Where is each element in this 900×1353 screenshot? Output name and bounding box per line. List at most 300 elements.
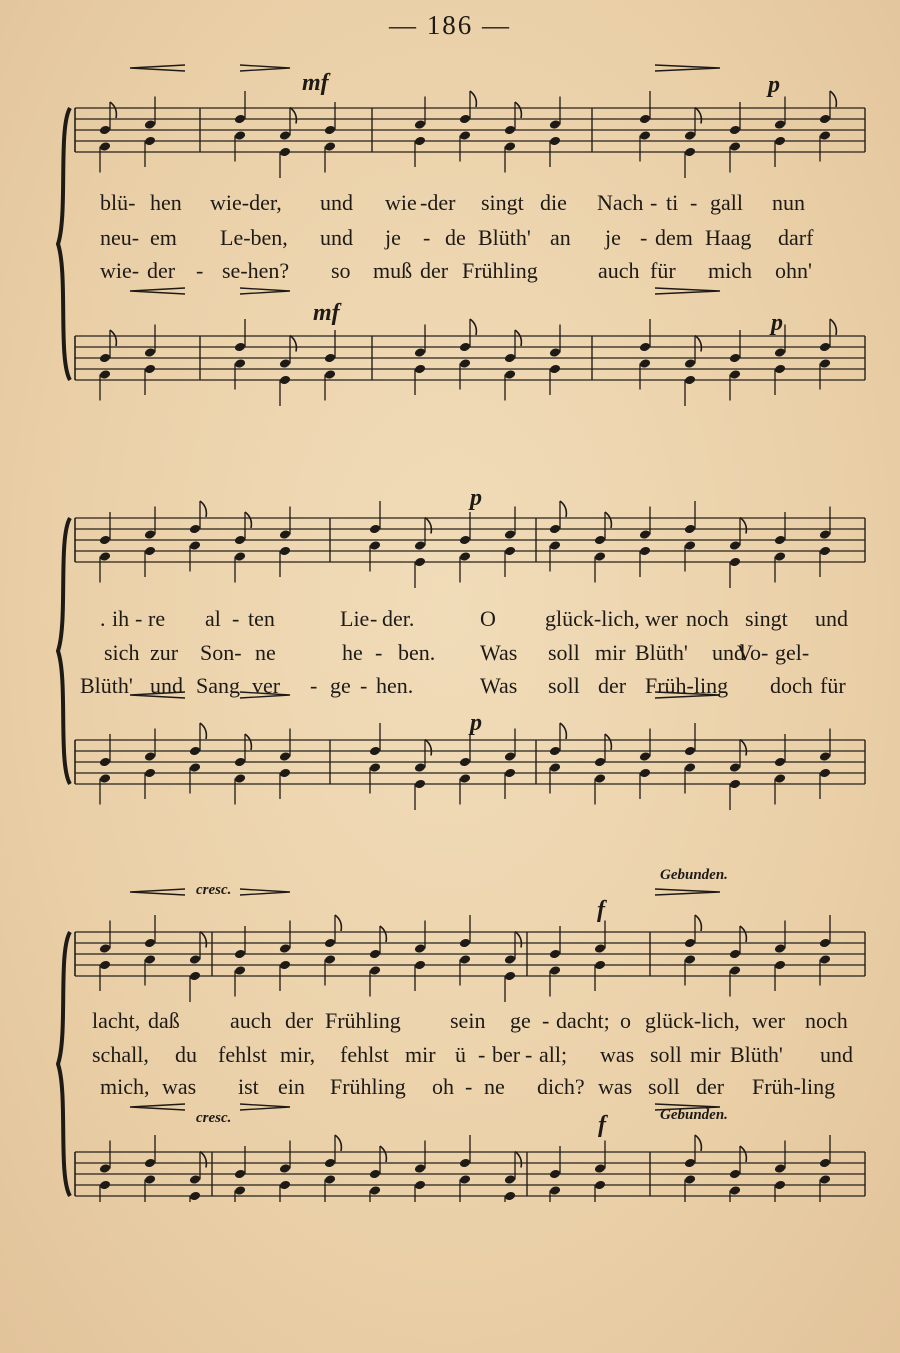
notehead: [324, 1174, 336, 1185]
notehead: [189, 971, 201, 982]
lyric-syllable: und: [320, 225, 353, 250]
notehead: [369, 746, 381, 757]
notehead: [414, 960, 426, 971]
notehead: [594, 1180, 606, 1191]
lyric-syllable: muß: [373, 258, 413, 283]
notehead: [504, 125, 516, 136]
lyric-syllable: Was: [480, 673, 518, 698]
notehead: [549, 762, 561, 773]
notehead: [279, 751, 291, 762]
lyric-syllable: dich?: [537, 1074, 585, 1099]
lyric-syllable: und: [320, 190, 353, 215]
notehead: [369, 524, 381, 535]
notehead: [684, 1158, 696, 1169]
lyric-syllable: der: [598, 673, 627, 698]
lyric-syllable: hen: [150, 190, 182, 215]
note-flag: [695, 336, 701, 352]
lyric-syllable: soll: [548, 640, 580, 665]
note-flag: [245, 734, 251, 750]
notehead: [144, 546, 156, 557]
lyric-syllable: was: [598, 1074, 633, 1099]
notehead: [639, 342, 651, 353]
notehead: [594, 773, 606, 784]
notehead: [189, 954, 201, 965]
notehead: [279, 768, 291, 779]
lyric-syllable: re: [148, 606, 166, 631]
lyric-syllable: al: [205, 606, 221, 631]
notehead: [414, 540, 426, 551]
lyric-syllable: der.: [382, 606, 415, 631]
lyric-syllable: -: [370, 606, 378, 631]
lyric-syllable: und: [815, 606, 848, 631]
lyric-syllable: -: [525, 1042, 533, 1067]
lyric-syllable: auch: [598, 258, 640, 283]
notehead: [819, 529, 831, 540]
notehead: [549, 136, 561, 147]
notehead: [189, 524, 201, 535]
hairpin: [240, 1104, 290, 1110]
lyric-syllable: fehlst: [218, 1042, 267, 1067]
notehead: [324, 141, 336, 152]
lyric-syllable: -: [135, 606, 143, 631]
notehead: [189, 540, 201, 551]
lyric-syllable: für: [650, 258, 676, 283]
lyric-syllable: ti: [666, 190, 679, 215]
note-flag: [515, 330, 521, 346]
notehead: [549, 1185, 561, 1196]
notehead: [639, 358, 651, 369]
note-flag: [560, 723, 566, 739]
lyric-syllable: Früh-ling: [645, 673, 729, 698]
hairpin: [240, 65, 290, 71]
notehead: [819, 768, 831, 779]
notehead: [819, 358, 831, 369]
dynamic-p: p: [771, 310, 783, 336]
lyric-verse-2: [0, 640, 900, 670]
notehead: [234, 342, 246, 353]
lyric-syllable: Frühling: [462, 258, 538, 283]
notehead: [324, 1158, 336, 1169]
notehead: [549, 949, 561, 960]
lyric-verse-1: [0, 1008, 900, 1038]
notehead: [774, 1163, 786, 1174]
lyric-syllable: je: [605, 225, 621, 250]
lyric-syllable: und: [150, 673, 183, 698]
lyric-syllable: Blüth': [635, 640, 688, 665]
tempo-marking-gebunden: Gebunden.: [660, 1107, 728, 1123]
notehead: [639, 546, 651, 557]
lyric-syllable: -: [465, 1074, 473, 1099]
note-flag: [290, 336, 296, 352]
notehead: [99, 535, 111, 546]
lyric-syllable: Blüth': [478, 225, 531, 250]
notehead: [459, 535, 471, 546]
lyric-syllable: wie-der,: [210, 190, 282, 215]
note-flag: [605, 512, 611, 528]
lyric-syllable: mich,: [100, 1074, 150, 1099]
notehead: [729, 557, 741, 568]
hairpin: [655, 65, 720, 71]
hairpin: [130, 65, 185, 71]
notehead: [549, 746, 561, 757]
lyric-syllable: so: [331, 258, 351, 283]
notehead: [819, 1158, 831, 1169]
tempo-marking-gebunden: Gebunden.: [660, 867, 728, 883]
lyric-syllable: he: [342, 640, 363, 665]
lyric-syllable: soll: [650, 1042, 682, 1067]
note-flag: [110, 330, 116, 346]
lyric-syllable: Was: [480, 640, 518, 665]
lyric-syllable: sein: [450, 1008, 486, 1033]
notehead: [774, 1180, 786, 1191]
notehead: [684, 540, 696, 551]
notehead: [144, 347, 156, 358]
note-flag: [110, 102, 116, 118]
dynamic-f: f: [597, 897, 605, 923]
lyric-syllable: dem: [655, 225, 693, 250]
notehead: [819, 1174, 831, 1185]
notehead: [144, 1158, 156, 1169]
lyric-syllable: -: [640, 225, 648, 250]
lyric-syllable: gall: [710, 190, 743, 215]
notehead: [819, 938, 831, 949]
lyric-syllable: und: [712, 640, 745, 665]
music-system-2: [0, 480, 900, 810]
notehead: [234, 949, 246, 960]
lyric-syllable: Frühling: [325, 1008, 401, 1033]
notehead: [504, 971, 516, 982]
lyric-syllable: mir: [405, 1042, 436, 1067]
notehead: [189, 762, 201, 773]
notehead: [729, 965, 741, 976]
notehead: [684, 938, 696, 949]
notehead: [414, 943, 426, 954]
lyric-syllable: der: [420, 258, 449, 283]
music-system-3: [0, 862, 900, 1202]
notehead: [639, 529, 651, 540]
lyric-syllable: Son-: [200, 640, 242, 665]
notehead: [504, 1191, 516, 1202]
notehead: [234, 1169, 246, 1180]
notehead: [729, 540, 741, 551]
notehead: [279, 375, 291, 386]
lyric-syllable: der: [147, 258, 176, 283]
notehead: [414, 136, 426, 147]
lyric-syllable: gel-: [775, 640, 810, 665]
notehead: [639, 114, 651, 125]
lyric-syllable: dacht;: [556, 1008, 610, 1033]
notehead: [774, 364, 786, 375]
notehead: [549, 524, 561, 535]
lyric-syllable: -: [196, 258, 204, 283]
hairpin: [130, 288, 185, 294]
lyric-syllable: ver: [252, 673, 281, 698]
dynamic-p: p: [768, 72, 780, 98]
notehead: [459, 1174, 471, 1185]
note-flag: [695, 915, 701, 931]
notehead: [279, 1180, 291, 1191]
notehead: [144, 938, 156, 949]
dynamic-mf: mf: [313, 300, 340, 326]
note-flag: [740, 926, 746, 942]
note-flag: [470, 319, 476, 335]
hairpin: [240, 889, 290, 895]
notehead: [459, 358, 471, 369]
notehead: [369, 949, 381, 960]
lyric-syllable: Le-ben,: [220, 225, 288, 250]
notehead: [414, 364, 426, 375]
lyric-syllable: -: [360, 673, 368, 698]
notehead: [504, 1174, 516, 1185]
lyric-syllable: soll: [548, 673, 580, 698]
notehead: [144, 119, 156, 130]
notehead: [684, 762, 696, 773]
lyric-syllable: wer: [645, 606, 678, 631]
note-flag: [740, 518, 746, 534]
lyric-syllable: noch: [805, 1008, 848, 1033]
notehead: [99, 353, 111, 364]
notehead: [99, 551, 111, 562]
notehead: [414, 557, 426, 568]
lyric-syllable: singt: [745, 606, 788, 631]
notehead: [414, 1180, 426, 1191]
notehead: [639, 751, 651, 762]
lyric-syllable: Früh-ling: [752, 1074, 836, 1099]
lyric-syllable: ben.: [398, 640, 436, 665]
lyric-syllable: singt: [481, 190, 524, 215]
dynamic-cresc: cresc.: [196, 1110, 232, 1126]
lyric-syllable: ih: [112, 606, 130, 631]
notehead: [774, 119, 786, 130]
notehead: [459, 954, 471, 965]
notehead: [549, 347, 561, 358]
dynamic-mf: mf: [302, 70, 329, 96]
note-flag: [200, 723, 206, 739]
note-flag: [200, 1152, 206, 1168]
lyric-syllable: an: [550, 225, 571, 250]
notehead: [279, 529, 291, 540]
notehead: [594, 1163, 606, 1174]
notehead: [684, 358, 696, 369]
notehead: [819, 546, 831, 557]
lyric-syllable: -: [423, 225, 431, 250]
note-flag: [695, 108, 701, 124]
notehead: [414, 779, 426, 790]
notehead: [144, 751, 156, 762]
notehead: [369, 540, 381, 551]
lyric-syllable: o: [620, 1008, 631, 1033]
lyric-syllable: lacht,: [92, 1008, 141, 1033]
lyric-syllable: Nach: [597, 190, 644, 215]
lyric-syllable: -: [375, 640, 383, 665]
note-flag: [560, 501, 566, 517]
lyric-syllable: was: [600, 1042, 635, 1067]
notehead: [459, 938, 471, 949]
notehead: [729, 125, 741, 136]
note-flag: [830, 319, 836, 335]
notehead: [99, 1180, 111, 1191]
lyric-syllable: ne: [255, 640, 276, 665]
lyric-syllable: em: [150, 225, 177, 250]
lyric-syllable: se-hen?: [222, 258, 290, 283]
lyric-syllable: für: [820, 673, 846, 698]
note-flag: [515, 1152, 521, 1168]
note-flag: [515, 932, 521, 948]
notehead: [234, 130, 246, 141]
note-flag: [335, 1135, 341, 1151]
notehead: [144, 768, 156, 779]
notehead: [774, 773, 786, 784]
note-flag: [470, 91, 476, 107]
notehead: [369, 965, 381, 976]
lyric-syllable: mir: [690, 1042, 721, 1067]
notehead: [99, 141, 111, 152]
notehead: [504, 751, 516, 762]
lyric-syllable: de: [445, 225, 466, 250]
notehead: [234, 757, 246, 768]
lyric-syllable: darf: [778, 225, 814, 250]
notehead: [189, 746, 201, 757]
notehead: [279, 147, 291, 158]
lyric-syllable: ge: [510, 1008, 531, 1033]
notehead: [639, 130, 651, 141]
lyric-syllable: -: [542, 1008, 550, 1033]
notehead: [504, 141, 516, 152]
lyric-syllable: noch: [686, 606, 729, 631]
notehead: [549, 965, 561, 976]
notehead: [594, 960, 606, 971]
hairpin: [130, 1104, 185, 1110]
notehead: [639, 768, 651, 779]
lyric-syllable: wie-: [100, 258, 140, 283]
notehead: [459, 757, 471, 768]
notehead: [549, 1169, 561, 1180]
notehead: [774, 960, 786, 971]
lyric-syllable: mich: [708, 258, 752, 283]
lyric-syllable: ten: [248, 606, 275, 631]
notehead: [684, 1174, 696, 1185]
notehead: [279, 130, 291, 141]
dynamic-f: f: [598, 1112, 606, 1138]
lyric-syllable: hen.: [376, 673, 414, 698]
lyric-syllable: je: [385, 225, 401, 250]
lyric-syllable: ist: [238, 1074, 259, 1099]
notehead: [594, 551, 606, 562]
notehead: [684, 130, 696, 141]
lyric-verse-2: [0, 225, 900, 255]
note-flag: [695, 1135, 701, 1151]
lyric-syllable: -der: [420, 190, 456, 215]
lyric-syllable: -: [690, 190, 698, 215]
lyric-syllable: ü: [455, 1042, 466, 1067]
note-flag: [740, 740, 746, 756]
notehead: [99, 1163, 111, 1174]
lyric-syllable: wer: [752, 1008, 785, 1033]
notehead: [99, 960, 111, 971]
lyric-syllable: O: [480, 606, 496, 631]
notehead: [684, 524, 696, 535]
lyric-syllable: blü-: [100, 190, 136, 215]
notehead: [684, 746, 696, 757]
notehead: [504, 768, 516, 779]
notehead: [504, 529, 516, 540]
notehead: [234, 551, 246, 562]
lyric-syllable: Haag: [705, 225, 752, 250]
notehead: [684, 375, 696, 386]
hairpin: [130, 889, 185, 895]
lyric-syllable: .: [100, 606, 106, 631]
notehead: [279, 960, 291, 971]
notehead: [234, 535, 246, 546]
lyric-syllable: die: [540, 190, 567, 215]
notehead: [324, 369, 336, 380]
notehead: [459, 342, 471, 353]
notehead: [414, 119, 426, 130]
lyric-syllable: mir: [595, 640, 626, 665]
notehead: [369, 1185, 381, 1196]
notehead: [504, 369, 516, 380]
notehead: [729, 949, 741, 960]
notehead: [324, 954, 336, 965]
notehead: [549, 119, 561, 130]
notehead: [234, 1185, 246, 1196]
lyric-syllable: fehlst: [340, 1042, 389, 1067]
notehead: [414, 762, 426, 773]
lyric-syllable: Vo-: [737, 640, 769, 665]
lyric-syllable: -: [650, 190, 658, 215]
lyric-verse-3: [0, 1074, 900, 1104]
notehead: [369, 1169, 381, 1180]
lyric-verse-3: [0, 258, 900, 288]
lyric-syllable: Blüth': [730, 1042, 783, 1067]
notehead: [774, 757, 786, 768]
lyric-syllable: der: [696, 1074, 725, 1099]
lyric-syllable: glück-lich,: [645, 1008, 740, 1033]
notehead: [99, 125, 111, 136]
notehead: [144, 954, 156, 965]
note-flag: [830, 91, 836, 107]
lyric-syllable: -: [232, 606, 240, 631]
notehead: [774, 347, 786, 358]
hairpin: [655, 889, 720, 895]
note-flag: [515, 102, 521, 118]
note-flag: [245, 512, 251, 528]
notehead: [774, 535, 786, 546]
notehead: [279, 943, 291, 954]
lyric-syllable: und: [820, 1042, 853, 1067]
lyric-syllable: daß: [148, 1008, 180, 1033]
notehead: [324, 938, 336, 949]
notehead: [729, 369, 741, 380]
notehead: [774, 136, 786, 147]
lyric-syllable: sich: [104, 640, 140, 665]
lyric-syllable: der: [285, 1008, 314, 1033]
notehead: [144, 529, 156, 540]
lyric-syllable: Sang: [196, 673, 240, 698]
notehead: [549, 364, 561, 375]
lyric-syllable: Frühling: [330, 1074, 406, 1099]
notehead: [414, 347, 426, 358]
notehead: [594, 535, 606, 546]
lyric-syllable: -: [310, 673, 318, 698]
note-flag: [335, 915, 341, 931]
note-flag: [425, 740, 431, 756]
notehead: [729, 1169, 741, 1180]
lyric-verse-3: [0, 673, 900, 703]
note-flag: [425, 518, 431, 534]
lyric-syllable: doch: [770, 673, 813, 698]
notehead: [819, 751, 831, 762]
